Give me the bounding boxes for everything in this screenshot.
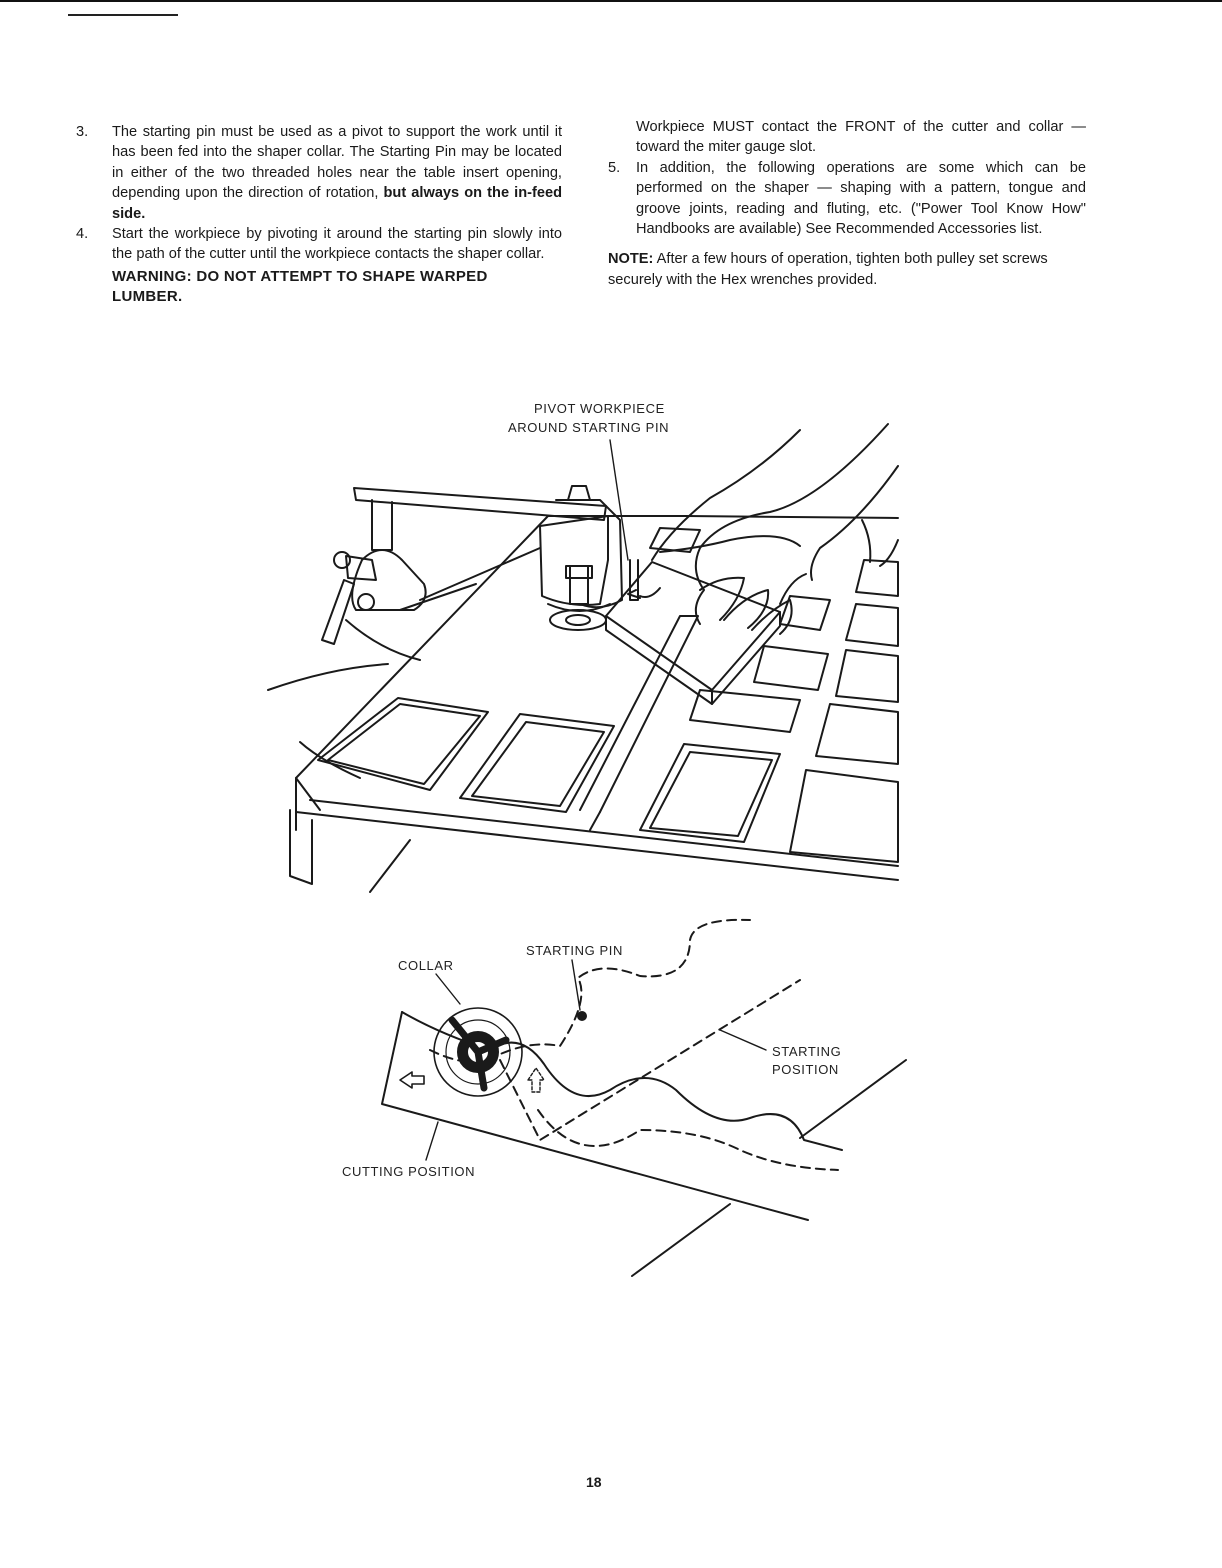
note-text: After a few hours of operation, tighten both pulley set screws securely with the Hex wrenches provided. — [608, 251, 1048, 288]
starting-position-label-2: POSITION — [772, 1062, 839, 1077]
pivot-callout-line2: AROUND STARTING PIN — [508, 420, 670, 435]
page-number: 18 — [586, 1474, 602, 1490]
item-text: Start the workpiece by pivoting it around the starting pin slowly into the path of the cutter until the workpiece contacts the shaper collar. — [112, 226, 562, 263]
item-number: 4. — [76, 226, 89, 243]
item-number: 5. — [608, 159, 621, 176]
item-number: 3. — [76, 124, 89, 140]
warning-text: WARNING: DO NOT ATTEMPT TO SHAPE WARPED LUMBER. — [112, 267, 488, 306]
note-label: NOTE: — [608, 251, 654, 268]
callout-leader — [610, 440, 628, 560]
item-text: The starting pin must be used as a pivot to support the work until it has been fed into the shaper collar. The Starting Pin may be located in either of the two threaded holes near the table insert opening, depending upon the direction of rotation, — [112, 124, 562, 202]
plan-view-drawing — [382, 920, 906, 1276]
pivot-callout-line1: PIVOT WORKPIECE — [534, 401, 665, 416]
starting-position-label-1: STARTING — [772, 1044, 842, 1059]
item-bold-text: but always on the in-feed side. — [112, 185, 562, 222]
starting-pin-label: STARTING PIN — [526, 943, 624, 958]
collar-label: COLLAR — [398, 958, 454, 973]
cutting-position-label: CUTTING POSITION — [342, 1164, 476, 1179]
item-4-continued: Workpiece MUST contact the FRONT of the cutter and collar — toward the miter gauge slot. — [636, 119, 1086, 156]
item-text: In addition, the following operations are some which can be performed on the shaper — shaping with a pattern, tongue and groove joints, reading and fluting, etc. ("Power Tool Know How" Handbooks are available) See Recommended Accessories list. — [636, 159, 1086, 238]
shaper-table-drawing — [268, 424, 898, 892]
